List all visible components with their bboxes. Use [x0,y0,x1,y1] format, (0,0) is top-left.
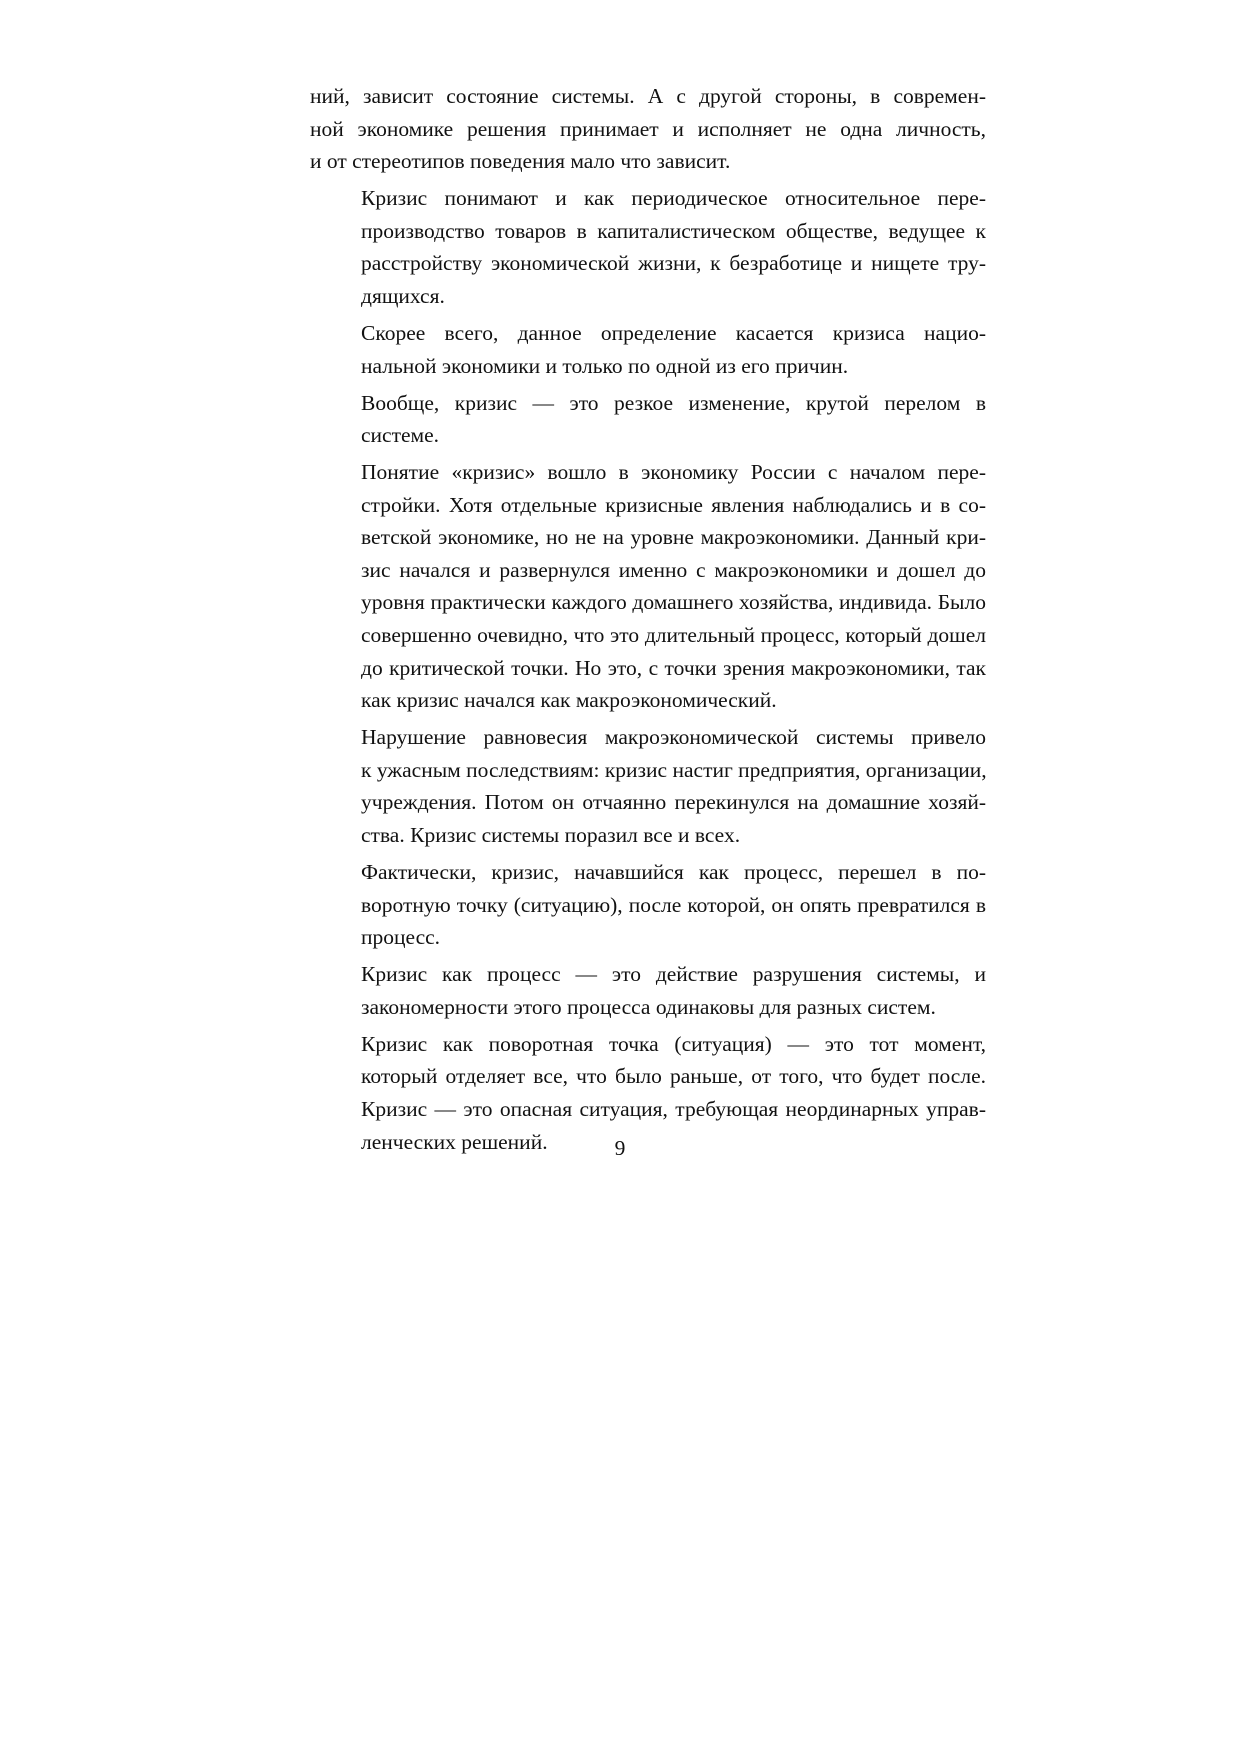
text-line: ний, зависит состояние системы. А с другой стороны, в современ- [310,84,986,108]
text-line: нальной экономики и только по одной из его причин. [361,353,849,378]
text-line: ной экономике решения принимает и исполняет не одна личность, [310,116,986,141]
text-line: производство товаров в капиталистическом обществе, ведущее к [361,218,986,243]
page-number: 9 [614,1136,626,1160]
text-line: Фактически, кризис, начавшийся как процесс, перешел в по- [361,860,986,884]
body-text [310,80,986,1163]
paragraph [310,387,986,452]
text-line: уровня практически каждого домашнего хозяйства, индивида. Было [361,590,986,615]
paragraph [310,182,986,312]
paragraph [310,456,986,717]
text-line: дящихся. [361,283,445,308]
text-line: учреждения. Потом он отчаянно перекинулся на домашние хозяй- [361,790,986,815]
text-line: Нарушение равновесия макроэкономической системы привело [361,725,986,750]
paragraph [310,856,986,954]
text-line: Кризис понимают и как периодическое относительное пере- [361,186,986,211]
text-line: Вообще, кризис — это резкое изменение, крутой перелом в [361,390,986,415]
text-line: до критической точки. Но это, с точки зрения макроэкономики, так [361,655,986,680]
text-line: ленческих решений. [361,1129,548,1154]
text-line: ветской экономике, но не на уровне макроэкономики. Данный кри- [361,525,986,550]
text-line: зис начался и развернулся именно с макроэкономики и дошел до [361,557,986,582]
text-line: и от стереотипов поведения мало что зависит. [310,149,731,174]
paragraph [310,317,986,382]
text-line: процесс. [361,925,441,950]
paragraph [310,958,986,1023]
text-line: Кризис как поворотная точка (ситуация) — это тот момент, [361,1031,986,1056]
text-line: который отделяет все, что было раньше, от того, что будет после. [361,1064,986,1089]
text-line: Кризис как процесс — это действие разрушения системы, и [361,962,986,987]
text-line: Кризис — это опасная ситуация, требующая неординарных управ- [361,1096,986,1121]
text-line: ства. Кризис системы поразил все и всех. [361,823,741,848]
text-line: Понятие «кризис» вошло в экономику России с началом пере- [361,460,986,485]
paragraph [310,721,986,851]
text-line: Скорее всего, данное определение касается кризиса нацио- [361,320,986,345]
text-line: к ужасным последствиям: кризис настиг предприятия, организации, [361,757,987,782]
text-line: стройки. Хотя отдельные кризисные явления наблюдались и в со- [361,492,986,517]
text-line: как кризис начался как макроэкономический. [361,688,777,713]
text-line: совершенно очевидно, что это длительный процесс, который дошел [361,623,986,648]
text-line: воротную точку (ситуацию), после которой, он опять превратился в [361,892,986,917]
paragraph [310,80,986,178]
text-line: системе. [361,423,440,448]
text-line: расстройству экономической жизни, к безработице и нищете тру- [361,251,986,276]
text-line: закономерности этого процесса одинаковы для разных систем. [361,994,936,1019]
